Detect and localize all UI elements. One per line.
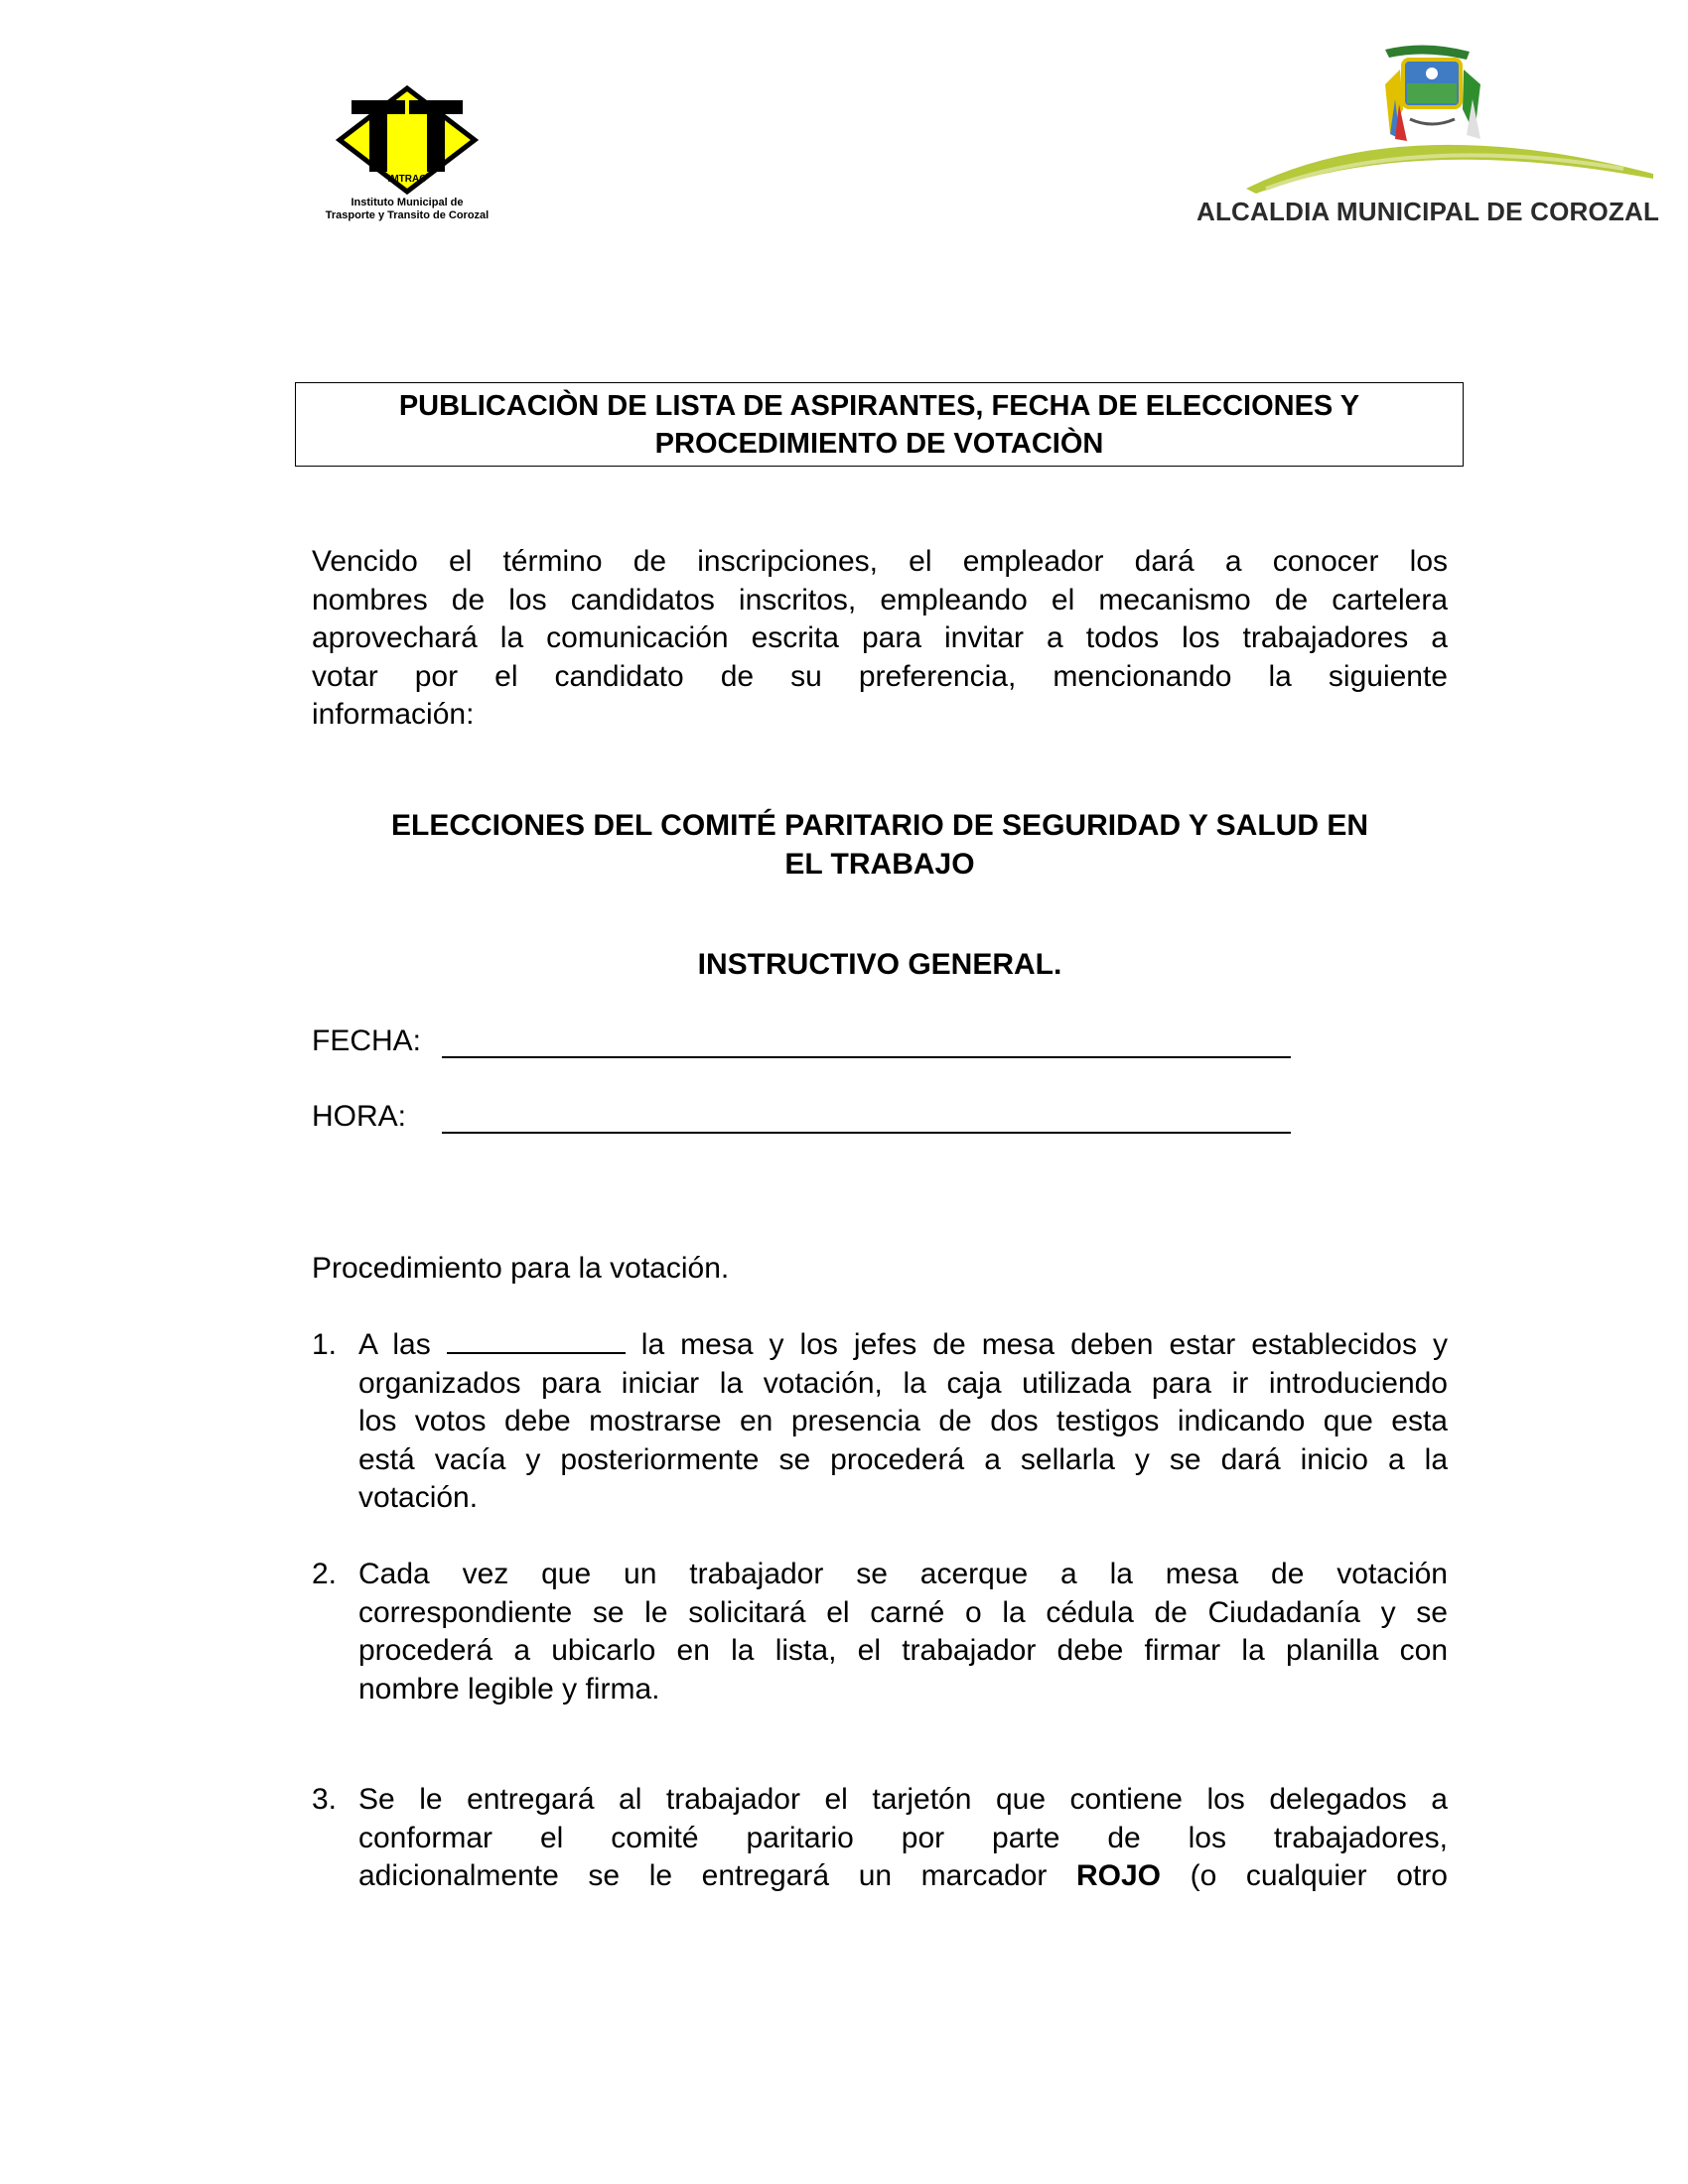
hora-blank-line [442,1132,1291,1134]
list-item [312,1326,1448,1525]
document-title-box [295,382,1464,467]
instructivo-heading: INSTRUCTIVO GENERAL. [697,948,1062,981]
step-line: procederá a ubicarlo en la lista, el trabajador debe firmar la planilla con [358,1634,1448,1667]
intro-line: información: [312,698,475,731]
imtrac-caption-line1: Instituto Municipal de [351,197,464,208]
step-line [358,1326,1448,1365]
step-line: está vacía y posteriormente se procederá a sellarla y se dará inicio a la [358,1442,1448,1476]
step-body [358,1556,1448,1708]
list-item [312,1781,1448,1900]
step-lead: A las [358,1328,431,1361]
intro-line: Vencido el término de inscripciones, el empleador dará a conocer los [312,545,1448,578]
step-line: nombre legible y firma. [358,1672,660,1706]
fecha-label: FECHA: [312,1024,422,1057]
rojo-emphasis: ROJO [1076,1859,1162,1892]
document-title-line1: PUBLICACIÒN DE LISTA DE ASPIRANTES, FECHA DE ELECCIONES Y [398,390,1360,422]
intro-line: votar por el candidato de su preferencia, mencionando la siguiente [312,659,1448,693]
list-item [312,1556,1448,1714]
step-line: los votos debe mostrarse en presencia de dos testigos indicando que esta [358,1405,1448,1437]
fecha-blank-line [442,1056,1291,1058]
step-body [358,1781,1448,1896]
imtrac-badge-text: IMTRAC [387,174,427,185]
alcaldia-logo [1187,40,1683,238]
document-title-line2: PROCEDIMIENTO DE VOTACIÒN [654,428,1104,460]
elections-heading-line1: ELECCIONES DEL COMITÉ PARITARIO DE SEGURIDAD Y SALUD EN [391,809,1368,842]
step-number: 3. [312,1783,338,1816]
imtrac-caption [308,197,506,222]
intro-line: nombres de los candidatos inscritos, empleando el mecanismo de cartelera [312,583,1448,616]
hora-field [312,1098,1305,1136]
step-line-text: (o cualquier otro [1190,1859,1448,1892]
step-line: Cada vez que un trabajador se acerque a la mesa de votación [358,1558,1448,1590]
imtrac-logo-graphic [308,84,506,196]
fecha-field [312,1023,1305,1060]
step-line-text: adicionalmente se le entregará un marcador [358,1859,1048,1892]
intro-line: aprovechará la comunicación escrita para invitar a todos los trabajadores a [312,621,1448,654]
step-line: conformar el comité paritario por parte de los trabajadores, [358,1821,1448,1854]
step-line: Se le entregará al trabajador el tarjetón que contiene los delegados a [358,1783,1448,1816]
elections-heading [312,807,1448,884]
step-line: correspondiente se le solicitará el carné o la cédula de Ciudadanía y se [358,1595,1448,1629]
step-body [358,1326,1448,1518]
step-line-text: la mesa y los jefes de mesa deben estar establecidos y [640,1328,1449,1361]
time-blank-line [447,1326,626,1354]
step-number: 1. [312,1328,338,1361]
alcaldia-crest-graphic [1187,40,1683,199]
imtrac-caption-line2: Trasporte y Transito de Corozal [325,209,490,221]
alcaldia-caption: ALCALDIA MUNICIPAL DE COROZAL [1196,197,1660,226]
intro-paragraph [312,543,1448,735]
step-line: votación. [358,1481,479,1514]
step-number: 2. [312,1558,338,1590]
step-line [358,1857,1448,1896]
hora-label: HORA: [312,1100,407,1133]
step-line: organizados para iniciar la votación, la caja utilizada para ir introduciendo [358,1366,1448,1400]
procedure-title: Procedimiento para la votación. [312,1252,730,1285]
elections-heading-line2: EL TRABAJO [784,847,975,881]
imtrac-logo [308,84,506,233]
